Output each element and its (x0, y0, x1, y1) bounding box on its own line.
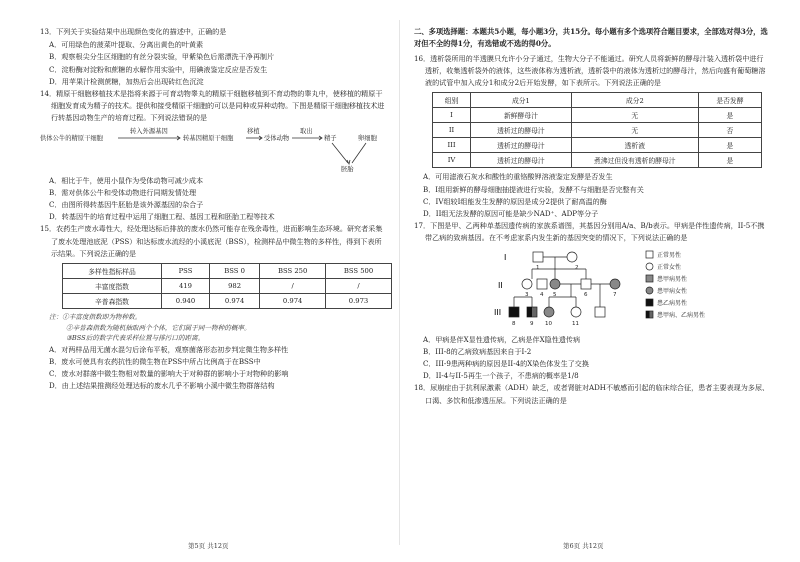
table-cell: 辛普森指数 (63, 294, 162, 309)
table-cell: I (433, 108, 471, 123)
individual-II-4 (550, 279, 560, 289)
individual-II-3 (522, 279, 532, 289)
id-label: 7 (613, 291, 617, 298)
legend-label: 患甲病、乙病男性 (657, 311, 706, 319)
q14-flow-diagram (40, 127, 386, 173)
id-label: 4 (540, 291, 544, 298)
table-row (433, 123, 762, 138)
individual-III-8 (509, 307, 519, 317)
q13-option-d: D．用苹果汁检测蔗糖，加热后会出现砖红色沉淀 (49, 76, 204, 86)
q16-stem: 16．透析袋所用的半透膜只允许小分子通过，生物大分子不能通过。研究人员将新鲜的酵母汁装入透析袋中进行透析，收集透析袋外的液体，这些液体称为透析液，透析袋中的液体为透析过的酵母汁，然后向盛有葡萄糖溶液的试管中加入成分1和成分2后开始发酵，如下表所示。下列说法正确的是 (414, 53, 766, 88)
table-header: 组别 (433, 93, 471, 108)
id-label: 11 (572, 320, 579, 327)
table-header: BSS 250 (260, 264, 326, 279)
q15-option-b: B．废水可使具有农药抗性的微生物在PSS中所占比例高于在BSS中 (49, 356, 261, 366)
legend-label: 正常男性 (657, 251, 682, 259)
table-cell: 透析液 (571, 138, 698, 153)
table-header: 多样性指标样品 (63, 264, 162, 279)
table-header: BSS 500 (326, 264, 392, 279)
q14-option-b: B．需对供体公牛和受体动物进行同期发情处理 (49, 187, 197, 197)
table-cell: II (433, 123, 471, 138)
gen-label-3: III (494, 307, 502, 317)
table-cell: 是 (698, 108, 761, 123)
individual-II-7 (537, 279, 547, 289)
flow-embryo: 胚胎 (341, 165, 354, 173)
q14-option-d: D．转基因牛的培育过程中运用了细胞工程、基因工程和胚胎工程等技术 (49, 212, 275, 222)
table-row (433, 138, 762, 153)
q13-option-a: A．可用绿色的菠菜叶提取、分离出黄色的叶黄素 (49, 40, 204, 50)
q15-table (62, 263, 392, 309)
individual-I-1 (533, 252, 543, 262)
q17-option-d: D．II-4与II-5再生一个孩子，不患病的概率是1/8 (423, 371, 579, 381)
q16-option-b: B．I组用新鲜的酵母细胞抽提液进行实验，发酵不与细胞是否完整有关 (423, 184, 644, 194)
flow-transgenic-cell: 转基因精原干细胞 (183, 134, 234, 142)
table-cell: 否 (698, 123, 761, 138)
q18-stem: 18．尿崩症由于抗利尿激素（ADH）缺乏，或者肾脏对ADH不敏感而引起的临床综合征，患者主要表现为多尿、口渴、多饮和低渗透压尿。下列说法正确的是 (414, 383, 770, 405)
id-label: 2 (575, 264, 579, 271)
table-cell: 0.940 (161, 294, 209, 309)
table-cell: IV (433, 153, 471, 168)
table-cell: 煮沸过但没有透析的酵母汁 (571, 153, 698, 168)
table-cell: 0.974 (260, 294, 326, 309)
table-row (63, 294, 392, 309)
q15-stem: 15．农药生产废水毒性大，经处理达标后排放的废水仍然可能存在残余毒性，进而影响生态环境。研究者采集了废水处理池底泥（PSS）和达标废水流经的小溪底泥（BSS），检测样品中微生物的多样性，得到下表所示结果。下列说法正确的是 (40, 224, 383, 258)
q15-note-2: ②辛普森指数为随机抽取两个个体，它们属于同一物种的概率。 (66, 323, 251, 332)
id-label: 3 (525, 291, 529, 298)
table-row (433, 108, 762, 123)
table-cell: 无 (571, 108, 698, 123)
individual-I-2 (567, 252, 577, 262)
individual-III-11 (571, 307, 581, 317)
page-5-footer: 第5页 共12页 (188, 542, 229, 550)
table-cell: 新鲜酵母汁 (471, 108, 572, 123)
q14-option-a: A．相比于牛，使用小鼠作为受体动物可减少成本 (49, 175, 204, 185)
table-cell: 是 (698, 153, 761, 168)
table-cell: 是 (698, 138, 761, 153)
q17-option-a: A．甲病是伴X显性遗传病，乙病是伴X隐性遗传病 (423, 334, 581, 344)
table-cell: 0.974 (209, 294, 259, 309)
q13-option-b: B．观察根尖分生区细胞的有丝分裂实验，甲紫染色后需漂洗干净再制片 (49, 52, 275, 62)
table-header-row (63, 264, 392, 279)
table-header: 是否发酵 (698, 93, 761, 108)
table-row (433, 153, 762, 168)
legend-label: 正常女性 (657, 263, 682, 271)
legend-label: 患乙病男性 (657, 299, 688, 307)
flow-arrow-label-transgene: 转入外源基因 (130, 127, 168, 135)
legend-disease-a-female-icon (646, 287, 653, 294)
table-cell: III (433, 138, 471, 153)
q17-option-c: C．III-9患两种病的原因是II-4的X染色体发生了交换 (423, 359, 589, 369)
legend-normal-male-icon (646, 251, 653, 258)
legend-label: 患甲病男性 (657, 275, 688, 283)
id-label: 9 (530, 320, 534, 327)
table-cell: 丰富度指数 (63, 279, 162, 294)
q15-note-3: ③BSS后的数字代表采样位置与排污口的距离。 (66, 334, 205, 343)
individual-III-12 (595, 307, 605, 317)
q15-option-a: A．对两样品用无菌水混匀后涂布平板，观察菌落形态初步判定微生物多样性 (49, 344, 289, 354)
legend-disease-b-male-icon (646, 299, 653, 306)
flow-egg: 卵细胞 (358, 134, 377, 142)
table-cell: / (260, 279, 326, 294)
pedigree-legend (646, 251, 705, 319)
individual-II-6 (610, 279, 620, 289)
flow-arrow-label-transplant: 移植 (247, 127, 260, 135)
table-row (63, 279, 392, 294)
flow-donor-cell: 供体公牛的精原干细胞 (40, 134, 103, 142)
table-header-row (433, 93, 762, 108)
q17-pedigree (414, 247, 770, 331)
section-heading: 二、多项选择题：本题共5小题，每小题3分，共15分。每小题有多个选项符合题目要求，全部选对得3分，选对但不全的得1分，有选错或不选的得0分。 (414, 27, 768, 49)
q16-table (432, 92, 762, 168)
legend-normal-female-icon (646, 263, 653, 270)
id-label: 6 (584, 291, 588, 298)
q15-option-d: D．由上述结果推测经处理达标的废水几乎不影响小溪中微生物群落结构 (49, 381, 275, 391)
table-cell: 0.973 (326, 294, 392, 309)
q17-stem: 17．下图是甲、乙两种单基因遗传病的家族系谱图，其基因分别用A/a、B/b表示。甲病是伴性遗传病，II-5不携带乙病的致病基因。在不考虑家系内发生新的基因突变的情况下，下列说法正确的是 (414, 221, 765, 243)
individual-II-5 (581, 279, 591, 289)
table-header: BSS 0 (209, 264, 259, 279)
table-cell: 无 (571, 123, 698, 138)
table-cell: / (326, 279, 392, 294)
flow-arrow-label-extract: 取出 (300, 127, 313, 135)
table-cell: 419 (161, 279, 209, 294)
q14-stem: 14．精原干细胞移植技术是指将来源于可育动物睾丸的精原干细胞移植到不育动物的睾丸中，使移植的精原干细胞发育成为精子的技术。提供和接受精原干细胞的可以是同种或异种动物。下图是精原干细胞移植技术进行转基因动物生产的培育过程。下列说法错误的是 (40, 89, 385, 123)
legend-disease-a-male-icon (646, 275, 653, 282)
q16-option-c: C．IV组较I组能发生发酵的原因是成分2提供了耐高温的酶 (423, 196, 607, 206)
q16-option-d: D．II组无法发酵的原因可能是缺少NAD⁺、ADP等分子 (423, 209, 599, 219)
q13-stem: 13．下列关于实验结果中出现颜色变化的描述中，正确的是 (40, 27, 227, 36)
flow-recipient-animal: 受体动物 (264, 134, 290, 142)
id-label: 10 (545, 320, 552, 327)
id-label: 8 (512, 320, 516, 327)
table-header: 成分1 (471, 93, 572, 108)
q17-option-b: B．III-8的乙病致病基因来自于I-2 (423, 346, 532, 356)
page-6-footer: 第6页 共12页 (563, 542, 604, 550)
table-header: 成分2 (571, 93, 698, 108)
gen-label-1: I (504, 252, 507, 262)
table-cell: 透析过的酵母汁 (471, 153, 572, 168)
table-cell: 982 (209, 279, 259, 294)
q13-option-c: C．淀粉酶对淀粉和蔗糖的水解作用实验中，用碘液鉴定反应是否发生 (49, 64, 268, 74)
gen-label-2: II (498, 280, 503, 290)
q15-note-1: 注：①丰富度指数即为物种数。 (49, 313, 142, 322)
table-header: PSS (161, 264, 209, 279)
individual-III-10 (544, 307, 554, 317)
q14-option-c: C．由图所得转基因牛胚胎是该外源基因的杂合子 (49, 200, 204, 210)
table-cell: 透析过的酵母汁 (471, 138, 572, 153)
id-label: 5 (553, 291, 557, 298)
legend-label: 患甲病女性 (657, 287, 688, 295)
q16-option-a: A．可用滤液石灰水和酸性的重铬酸钾溶液鉴定发酵是否发生 (423, 172, 613, 182)
page-6 (400, 0, 800, 562)
flow-sperm: 精子 (324, 134, 337, 142)
q15-option-c: C．废水对群落中微生物相对数量的影响大于对种群的影响小于对物种的影响 (49, 368, 289, 378)
table-cell: 透析过的酵母汁 (471, 123, 572, 138)
id-label: 1 (536, 264, 540, 271)
pedigree-chart (414, 247, 764, 331)
